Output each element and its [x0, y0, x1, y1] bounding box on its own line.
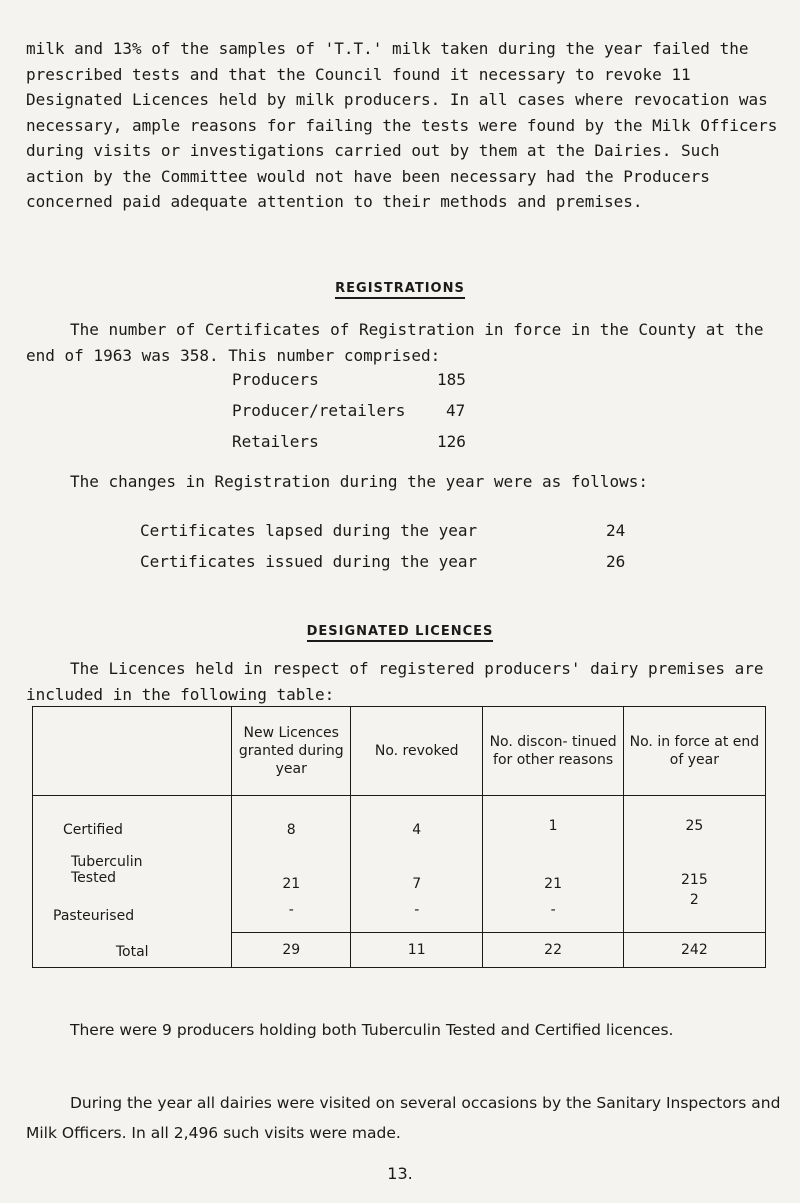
total-discontinued: 22: [483, 933, 623, 968]
intro-paragraph: milk and 13% of the samples of 'T.T.' milk taken during the year failed the prescribed tests and that the Council found it necessary to revoke 11 Designated Licences held by milk producers. In all cases where revocation was necessary, ample reasons for failing the tests were found by the Milk Officers during visits or investigations carried out by them at the Dairies. Such action by the Committee would not have been necessary had the Producers concerned paid adequate attention to their methods and premises.: [26, 39, 778, 211]
cell-value: 4: [412, 822, 422, 838]
cell-discontinued: [483, 796, 623, 933]
table-body-row: [33, 796, 766, 933]
row-label-tuberculin-tested: Tuberculin Tested: [71, 854, 143, 886]
cell-value: -: [550, 902, 556, 918]
table-header-new-licences: New Licences granted during year: [232, 707, 351, 796]
cell-value: -: [288, 902, 294, 918]
total-in-force: 242: [623, 933, 765, 968]
row-label-certified: Certified: [63, 822, 123, 838]
closing-paragraph-visits: During the year all dairies were visited on several occasions by the Sanitary Inspectors and Milk Officers. In all 2,496 such visits were made.: [26, 1094, 781, 1142]
page-number: 13.: [387, 1164, 413, 1183]
cell-value: 25: [685, 818, 704, 834]
cell-in-force: [623, 796, 765, 933]
table-header-revoked: No. revoked: [351, 707, 483, 796]
registrations-heading: REGISTRATIONS: [0, 281, 800, 296]
cell-value: -: [414, 902, 420, 918]
row-label-pasteurised: Pasteurised: [53, 908, 135, 924]
cell-value: 215: [681, 872, 708, 888]
row-label-total: Total: [115, 944, 149, 960]
registrations-intro: The number of Certificates of Registration in force in the County at the end of 1963 was 358. This number comprised:: [26, 320, 764, 365]
designated-licences-heading: DESIGNATED LICENCES: [0, 624, 800, 639]
table-header-in-force: No. in force at end of year: [623, 707, 765, 796]
table-header-row: [33, 707, 766, 796]
cell-value: 8: [286, 822, 296, 838]
cell-value: 21: [544, 876, 562, 892]
changes-intro: The changes in Registration during the year were as follows:: [70, 472, 648, 491]
table-header-discontinued: No. discon- tinued for other reasons: [483, 707, 623, 796]
cell-value: 21: [282, 876, 301, 892]
total-new-licences: 29: [232, 933, 351, 968]
row-labels-cell: [33, 796, 232, 968]
table-header-blank: [33, 707, 232, 796]
cell-value: 7: [412, 876, 422, 892]
total-revoked: 11: [351, 933, 483, 968]
cell-revoked: [351, 796, 483, 933]
licences-table: [32, 706, 766, 968]
designated-licences-intro: The Licences held in respect of registered producers' dairy premises are included in the following table:: [26, 659, 764, 704]
cell-value: 2: [689, 892, 699, 908]
cell-value: 1: [548, 818, 558, 834]
cell-new-licences: [232, 796, 351, 933]
closing-paragraph-producers: There were 9 producers holding both Tuberculin Tested and Certified licences.: [70, 1021, 674, 1039]
